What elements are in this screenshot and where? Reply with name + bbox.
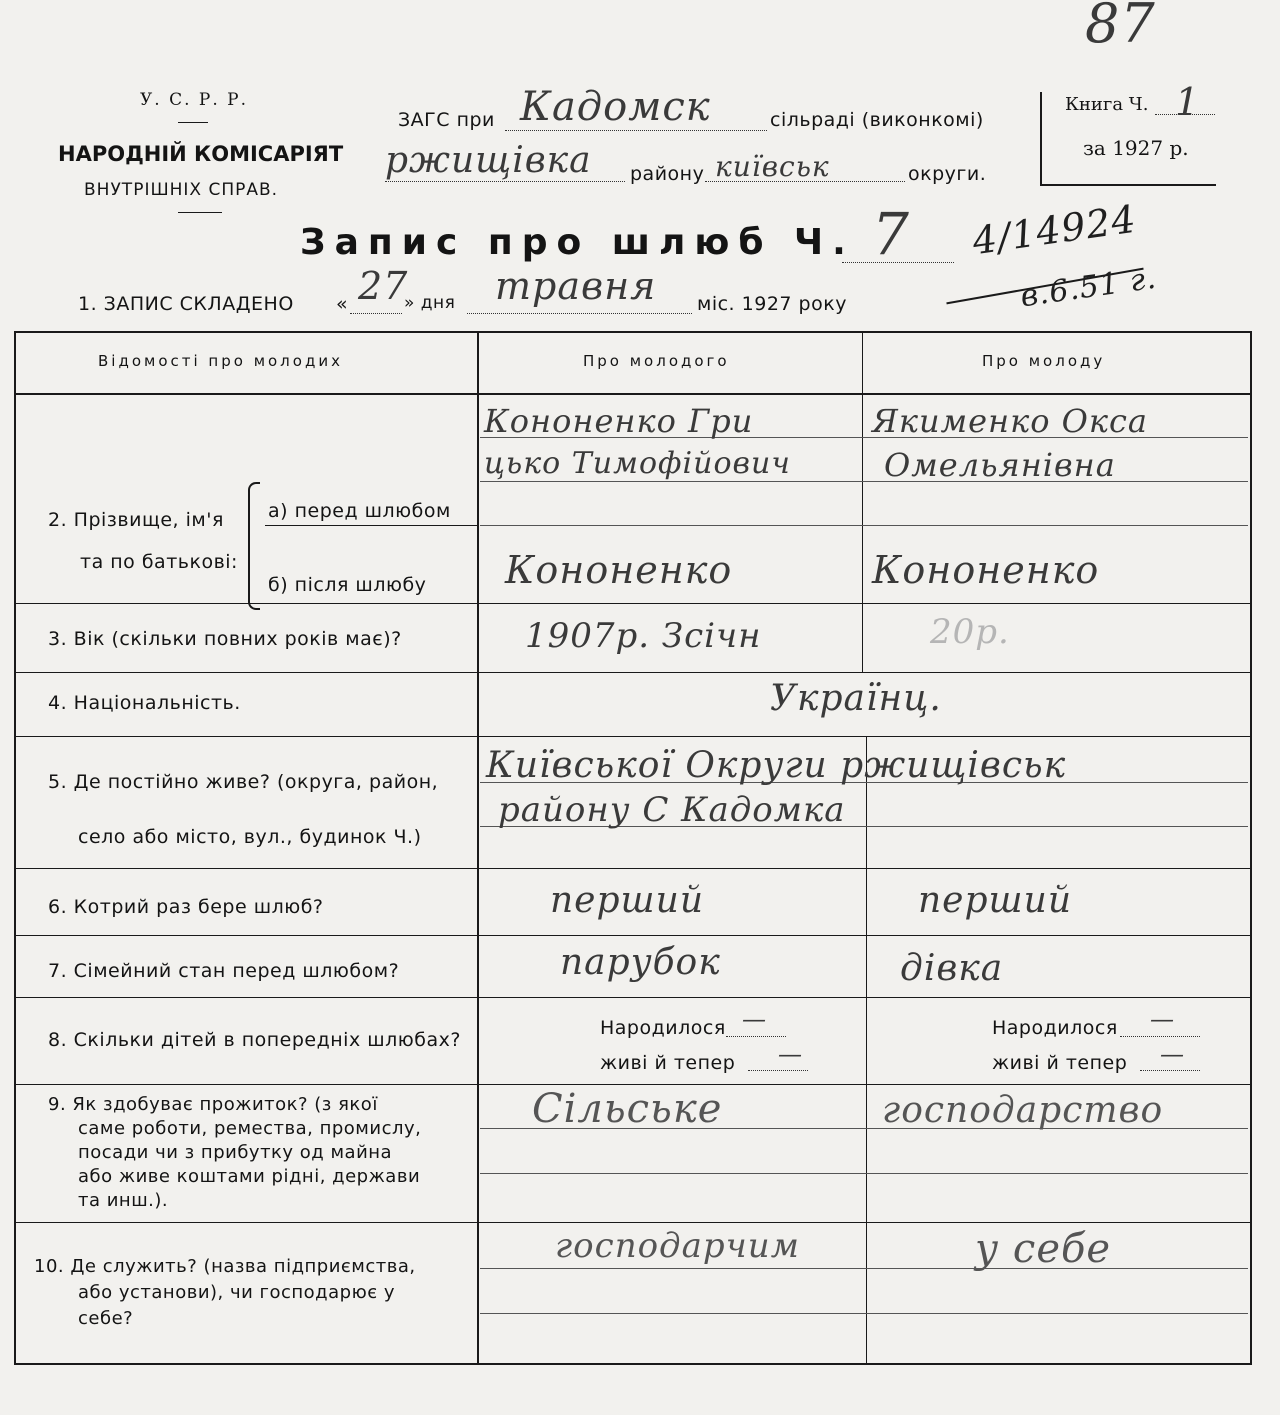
row10-label-line3: себе?	[78, 1308, 134, 1329]
row2-brace	[248, 482, 260, 610]
record-title: Запис про шлюб Ч.	[300, 222, 855, 263]
groom-age: 1907р. Зсічн	[525, 616, 762, 656]
bride-livelihood: господарство	[882, 1090, 1164, 1131]
column-header-details: Відомості про молодих	[98, 352, 343, 370]
row4-bottom	[14, 736, 1250, 737]
zags-prefix: ЗАГС при	[398, 109, 495, 131]
department-label: ВНУТРІШНІХ СПРАВ.	[84, 180, 279, 200]
bride-name-before-1: Якименко Окса	[872, 402, 1148, 440]
bride-born-fill-line	[1120, 1036, 1200, 1037]
groom-alive-label: живі й тепер	[600, 1052, 736, 1074]
archive-stamp-line1: 4/14924	[969, 196, 1140, 264]
row9-label-line4: або живе коштами рідні, держави	[78, 1166, 421, 1187]
row3-bottom	[14, 672, 1250, 673]
header-bottom-line	[14, 393, 1250, 395]
open-quote: «	[336, 293, 349, 315]
record-day-value: 27	[358, 264, 409, 308]
okruh-label: округи.	[908, 163, 987, 185]
row4-label: 4. Національність.	[48, 692, 241, 714]
nationality-value: Українц.	[770, 678, 942, 719]
record-date-prefix: 1. ЗАПИС СКЛАДЕНО	[78, 293, 294, 315]
month-fill-line	[467, 313, 692, 314]
book-number-value: 1	[1175, 80, 1201, 124]
row5-bottom	[14, 868, 1250, 869]
row9-label-line3: посади чи з прибутку од майна	[78, 1142, 393, 1163]
row10-label-line1: 10. Де служить? (назва підприємства,	[34, 1256, 416, 1277]
district-label: району	[630, 163, 705, 185]
bride-name-before-2: Омельянівна	[884, 446, 1116, 484]
bride-children-alive: —	[1160, 1040, 1185, 1068]
residence-line1: Київської Округи ржищівськ	[486, 745, 1067, 786]
row9-bottom	[14, 1222, 1250, 1223]
row7-bottom	[14, 997, 1250, 998]
record-month-value: травня	[495, 264, 657, 308]
row5-label-line1: 5. Де постійно живе? (округа, район,	[48, 771, 439, 793]
groom-alive-fill-line	[748, 1070, 808, 1071]
bride-marital-status: дівка	[900, 948, 1004, 989]
bride-children-born: —	[1150, 1005, 1175, 1033]
row9-label-line5: та инш.).	[78, 1190, 169, 1211]
groom-workplace: господарчим	[555, 1226, 800, 1266]
row10-guide-1	[480, 1268, 1248, 1269]
groom-marital-status: парубок	[560, 942, 721, 983]
council-suffix: сільраді (виконкомі)	[770, 109, 984, 131]
republic-label: У. С. Р. Р.	[140, 90, 248, 110]
groom-marriage-count: перший	[550, 880, 705, 921]
col-divider-2b	[866, 737, 867, 1363]
divider	[178, 212, 222, 213]
groom-name-before-1: Кононенко Гри	[484, 402, 754, 440]
col-divider-1	[477, 331, 479, 1363]
archive-stamp-line2: в.6.51 г.	[1018, 260, 1159, 315]
groom-name-before-2: цько Тимофійович	[484, 446, 791, 481]
row9-label-line1: 9. Як здобуває прожиток? (з якої	[48, 1094, 378, 1115]
column-header-bride: Про молоду	[982, 352, 1106, 370]
row2-sub-after: б) після шлюбу	[268, 574, 427, 596]
row2-sub-before: а) перед шлюбом	[268, 500, 451, 522]
row9-label-line2: саме роботи, ремества, промислу,	[78, 1118, 422, 1139]
record-date-suffix: міс. 1927 року	[697, 293, 847, 315]
residence-line2: району С Кадомка	[498, 790, 846, 830]
column-header-groom: Про молодого	[583, 352, 730, 370]
groom-children-alive: —	[778, 1040, 803, 1068]
row2-label-line2: та по батькові:	[80, 551, 238, 573]
row10-guide-2	[480, 1313, 1248, 1314]
bride-workplace: у себе	[975, 1226, 1112, 1272]
row8-bottom	[14, 1084, 1250, 1085]
groom-born-fill-line	[726, 1036, 786, 1037]
row6-label: 6. Котрий раз бере шлюб?	[48, 896, 324, 918]
row2-sub-divider	[265, 525, 477, 526]
book-year-label: за 1927 р.	[1083, 136, 1189, 160]
row7-label: 7. Сімейний стан перед шлюбом?	[48, 960, 400, 982]
book-label: Книга Ч.	[1065, 94, 1149, 115]
groom-children-born: —	[742, 1005, 767, 1033]
marriage-table	[14, 331, 1252, 1365]
district-value: ржищівка	[385, 140, 592, 181]
row2-bottom	[14, 603, 1250, 604]
page-number: 87	[1085, 0, 1156, 55]
okruh-value: київськ	[715, 150, 830, 183]
district-fill-line	[385, 181, 625, 182]
row6-bottom	[14, 935, 1250, 936]
row5-label-line2: село або місто, вул., будинок Ч.)	[78, 826, 422, 848]
village-fill-line	[505, 130, 767, 131]
row2-guide-3	[480, 525, 1248, 526]
day-fill-line	[350, 313, 402, 314]
col-divider-2	[862, 331, 863, 673]
groom-name-after: Кононенко	[505, 548, 733, 592]
groom-born-label: Народилося	[600, 1017, 726, 1039]
row9-guide-2	[480, 1173, 1248, 1174]
record-number-value: 7	[872, 200, 910, 268]
bride-marriage-count: перший	[918, 880, 1073, 921]
bride-age: 20р.	[930, 612, 1010, 652]
row8-label: 8. Скільки дітей в попередніх шлюбах?	[48, 1029, 461, 1051]
bride-alive-label: живі й тепер	[992, 1052, 1128, 1074]
row2-guide-2	[480, 481, 1248, 482]
row2-label-line1: 2. Прізвище, ім'я	[48, 509, 224, 531]
groom-livelihood: Сільське	[532, 1086, 723, 1132]
row10-label-line2: або установи), чи господарює у	[78, 1282, 395, 1303]
village-value: Кадомск	[520, 84, 711, 130]
close-quote-day: » дня	[404, 293, 456, 313]
bride-born-label: Народилося	[992, 1017, 1118, 1039]
bride-name-after: Кононенко	[872, 548, 1100, 592]
row3-label: 3. Вік (скільки повних років має)?	[48, 628, 402, 650]
commissariat-label: НАРОДНІЙ КОМІСАРІЯТ	[58, 142, 344, 166]
divider	[178, 122, 208, 123]
bride-alive-fill-line	[1140, 1070, 1200, 1071]
